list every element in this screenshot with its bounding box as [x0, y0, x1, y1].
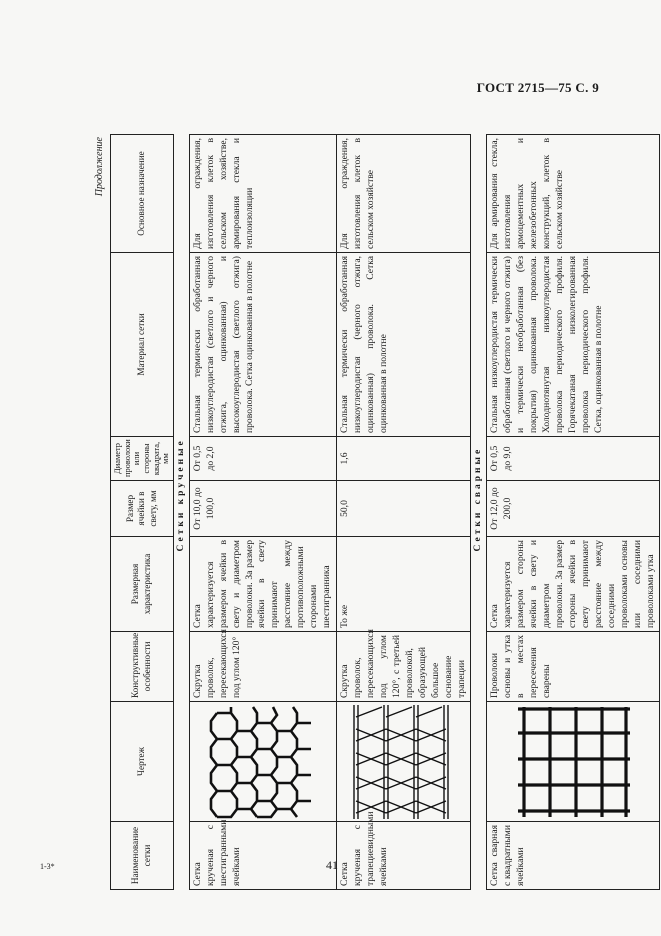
row-name: Сетка крученая с трапециевидными ячейками [337, 822, 471, 890]
section-row-welded [471, 135, 487, 890]
header-title: ГОСТ 2715—75 С. 9 [476, 80, 599, 95]
col-header-size-char: Размерная характеристика [111, 537, 174, 632]
col-header-cell: Размер ячейки в свету, мм [111, 481, 174, 537]
col-header-material: Материал сетки [111, 253, 174, 437]
row-cell-size: От 10,0 до 100,0 [189, 481, 336, 537]
row-purpose: Для ограждения, изготовления клеток в сельском хозяйстве, армирования стекла и теплоизоляции [189, 135, 336, 253]
row-name: Сетка сварная с квадратными ячейками [487, 822, 660, 890]
row-purpose: Для ограждения, изготовления клеток в сельском хозяйстве [337, 135, 471, 253]
drawing-cell [189, 702, 336, 822]
row-design: Проволоки основы и утка в местах пересечения сварены [487, 632, 660, 702]
trapezoid-mesh-icon [346, 703, 462, 821]
row-diameter: От 0,5 до 2,0 [189, 437, 336, 481]
row-size-char: Сетка характеризуется размером стороны ячейки в свету и диаметром проволоки. За размер стороны ячейки в свету принимают расстояние между соседними проволоками основы или соседними проволоками утка [487, 537, 660, 632]
row-material: Стальная низкоуглеродистая термически обработанная (светлого и черного отжига) и термически необработанная (без покрытия) оцинкованная проволока. Холоднотянутая низкоуглеродистая проволока периодического профиля. Горячекатаная низколегированная проволока периодического профиля. Сетка, оцинкованная в полотне [487, 253, 660, 437]
row-size-char: То же [337, 537, 471, 632]
row-diameter: 1,6 [337, 437, 471, 481]
section-row-twisted [173, 135, 189, 890]
col-header-diameter: Диаметр проволоки или стороны квадрата, мм [111, 437, 174, 481]
row-material: Стальная термически обработанная низкоуглеродистая (светлого и черного отжига, оцинкованная) и высокоуглеродистая (светлого отжига) проволока. Сетка оцинкованная в полотне [189, 253, 336, 437]
page-number: 41 [326, 858, 338, 872]
table-row [487, 135, 660, 890]
col-header-drawing: Чертеж [111, 702, 174, 822]
continuation-label: Продолжение [94, 137, 105, 197]
table-row [337, 135, 471, 890]
col-header-design: Конструктивные особенности [111, 632, 174, 702]
row-cell-size: От 12,0 до 200,0 [487, 481, 660, 537]
row-name: Сетка крученая с шестигранными ячейками [189, 822, 336, 890]
drawing-cell [337, 702, 471, 822]
row-design: Скрутка проволок, пересекающихся под углом 120° [189, 632, 336, 702]
mesh-table [110, 134, 660, 890]
col-header-name: Наименование сетки [111, 822, 174, 890]
row-size-char: Сетка характеризуется размером ячейки в свету и диаметром проволоки. За размер ячейки в свету принимают расстояние между противоположными сторонами шестигранника [189, 537, 336, 632]
table-row [189, 135, 336, 890]
welded-square-mesh-icon [514, 703, 632, 821]
row-material: Стальная термически обработанная низкоуглеродистая (черного отжига, оцинкованная) проволока. Сетка оцинкованная в полотне [337, 253, 471, 437]
row-purpose: Для армирования стекла, изготовления армоцементных и железобетонных конструкций, клеток в сельском хозяйстве [487, 135, 660, 253]
section-title-twisted: Сетки крученые [173, 135, 189, 702]
row-diameter: От 0,5 до 9,0 [487, 437, 660, 481]
row-design: Скрутка проволок, пересекающихся под углом 120°, с третьей проволокой, образующей большое основание трапеции [337, 632, 471, 702]
hexagonal-mesh-icon [207, 703, 319, 821]
col-header-purpose: Основное назначение [111, 135, 174, 253]
row-cell-size: 50,0 [337, 481, 471, 537]
margin-note: 1-3* [40, 862, 55, 871]
rotated-table-block [90, 105, 656, 890]
section-title-welded: Сетки сварные [471, 135, 487, 702]
drawing-cell [487, 702, 660, 822]
table-header-row [111, 135, 174, 890]
